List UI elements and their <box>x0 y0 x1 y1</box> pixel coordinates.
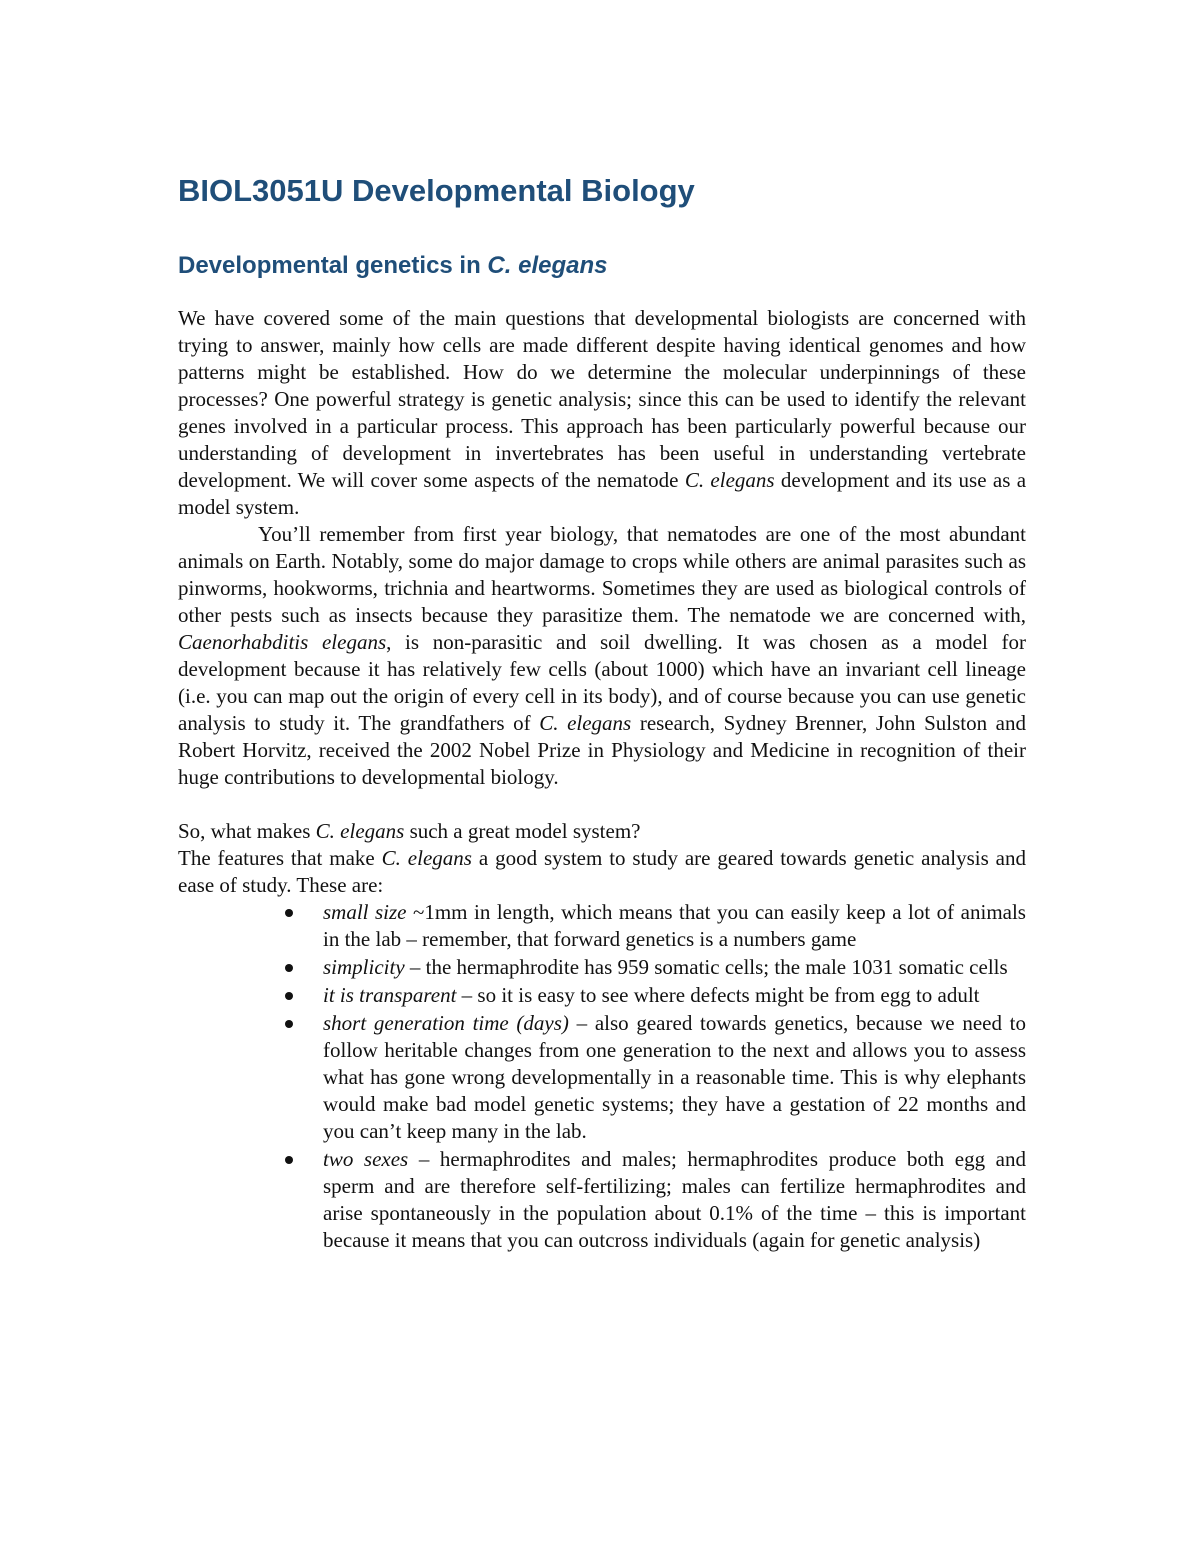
question-after: such a great model system? <box>404 819 641 843</box>
list-item <box>323 954 1026 981</box>
question-line <box>178 818 1026 845</box>
question-before: So, what makes <box>178 819 316 843</box>
nematode-text-2: , is non-parasitic and soil dwelling. It was chosen as a model for development because it has relatively few cells (about 1000) which have an invariant cell lineage (i.e. you can map out the origin of every cell in its body), and of course because you can use genetic analysis to study it. The grandfathers of <box>178 630 1027 735</box>
section-heading <box>178 247 1026 285</box>
section-heading-species: C. elegans <box>487 252 608 279</box>
feature-term: short generation time (days) <box>323 1011 569 1035</box>
feature-term: small size <box>323 900 407 924</box>
feature-desc: – also geared towards genetics, because we need to follow heritable changes from one generation to the next and allows you to assess what has gone wrong developmentally in a reasonable time. This is why elephants would make bad model genetic systems; they have a gestation of 22 months and you can’t keep many in the lab. <box>323 1011 1027 1143</box>
features-intro-species: C. elegans <box>381 846 472 870</box>
intro-species: C. elegans <box>684 468 775 492</box>
features-intro-before: The features that make <box>178 846 382 870</box>
feature-term: simplicity <box>323 955 405 979</box>
bullet-icon <box>285 992 293 1000</box>
feature-desc: – the hermaphrodite has 959 somatic cells; the male 1031 somatic cells <box>404 955 1008 979</box>
features-list <box>178 899 1026 1254</box>
nematode-paragraph <box>178 521 1026 791</box>
nematode-text-3: research, Sydney Brenner, John Sulston and Robert Horvitz, received the 2002 Nobel Prize in Physiology and Medicine in recognition of their huge contributions to developmental biology. <box>178 711 1026 789</box>
bullet-icon <box>285 909 293 917</box>
nematode-species: C. elegans <box>539 711 632 735</box>
bullet-icon <box>285 1156 293 1164</box>
feature-desc: – hermaphrodites and males; hermaphrodites produce both egg and sperm and are therefore self-fertilizing; males can fertilize hermaphrodites and arise spontaneously in the population about 0.1% of the time – this is important because it means that you can outcross individuals (again for genetic analysis) <box>323 1147 1026 1252</box>
features-intro <box>178 845 1026 899</box>
course-title: BIOL3051U Developmental Biology <box>178 173 695 208</box>
feature-desc: ~1mm in length, which means that you can easily keep a lot of animals in the lab – remember, that forward genetics is a numbers game <box>323 900 1026 951</box>
bullet-icon <box>285 964 293 972</box>
intro-text: We have covered some of the main questions that developmental biologists are concerned with trying to answer, mainly how cells are made different despite having identical genomes and how patterns might be established. How do we determine the molecular underpinnings of these processes? One powerful strategy is genetic analysis; since this can be used to identify the relevant genes involved in a particular process. This approach has been particularly powerful because our understanding of development in invertebrates has been useful in understanding vertebrate development. We will cover some aspects of the nematode <box>178 306 1026 492</box>
list-item <box>323 1010 1026 1145</box>
list-item <box>323 899 1026 953</box>
document-content <box>178 168 1026 1255</box>
feature-term: it is transparent <box>323 983 457 1007</box>
intro-paragraph <box>178 305 1026 521</box>
nematode-species-full: Caenorhabditis elegans <box>178 630 387 654</box>
features-intro-after: a good system to study are geared towards genetic analysis and ease of study. These are: <box>178 846 1026 897</box>
bullet-icon <box>285 1020 293 1028</box>
list-item <box>323 982 1026 1009</box>
list-item <box>323 1146 1026 1254</box>
feature-term: two sexes <box>323 1147 409 1171</box>
nematode-text-1: You’ll remember from first year biology, that nematodes are one of the most abundant animals on Earth. Notably, some do major damage to crops while others are animal parasites such as pinworms, hookworms, trichnia and heartworms. Sometimes they are used as biological controls of other pests such as insects because they parasitize them. The nematode we are concerned with, <box>178 522 1026 627</box>
feature-desc: – so it is easy to see where defects might be from egg to adult <box>456 983 980 1007</box>
intro-end: development and its use as a model system. <box>178 468 1027 519</box>
section-heading-text: Developmental genetics in <box>178 252 488 279</box>
question-species: C. elegans <box>315 819 405 843</box>
